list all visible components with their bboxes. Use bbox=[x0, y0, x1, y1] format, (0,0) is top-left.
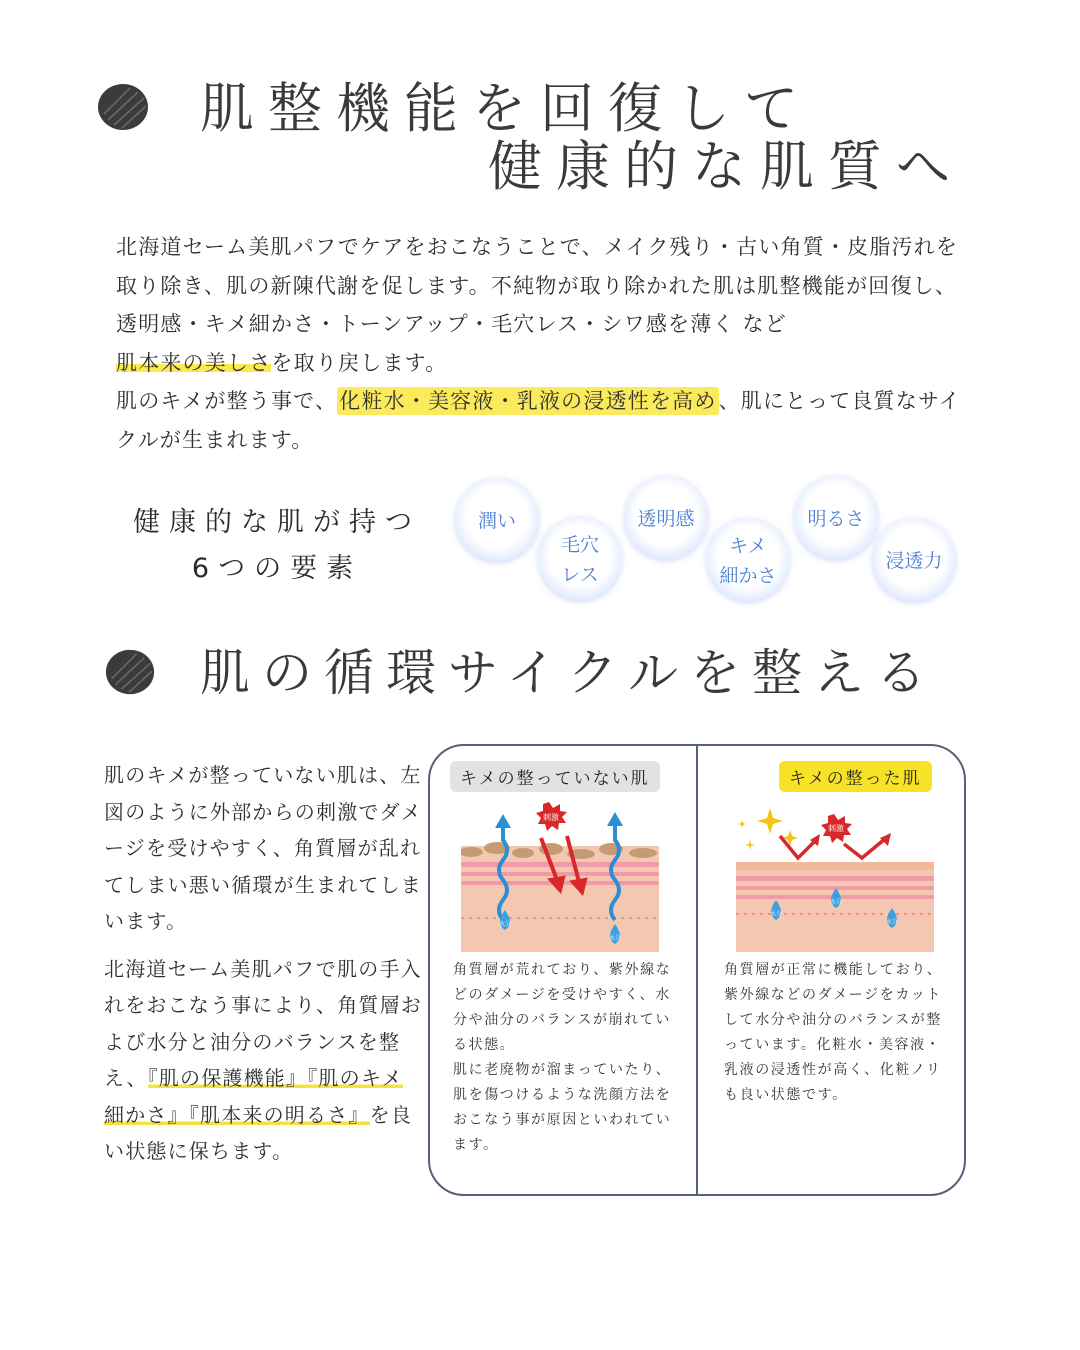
intro-p1-tail: を取り戻します。 bbox=[271, 350, 448, 375]
intro-p1-text: 北海道セーム美肌パフでケアをおこなうことで、メイク残り・古い角質・皮脂汚れを取り除き、肌の新陳代謝を促します。不純物が取り除かれた肌は肌整機能が回復し、透明感・キメ細かさ・トーンアップ・毛穴レス・シワ感を薄く など bbox=[116, 235, 959, 336]
element-bubble-moisture bbox=[455, 479, 539, 563]
stimulus-burst-icon bbox=[536, 802, 567, 831]
bad-skin-tag: キメの整っていない肌 bbox=[450, 761, 660, 792]
element-bubble-label: 浸透力 bbox=[885, 550, 943, 572]
intro-paragraph-1 bbox=[116, 228, 976, 382]
section1-title-line1: 肌整機能を回復して bbox=[200, 77, 812, 140]
water-label: 水分 bbox=[608, 935, 622, 942]
element-bubble-label: 潤い bbox=[477, 510, 516, 532]
cycle-p2-underline-1: 『肌の保護機能』 bbox=[147, 1066, 308, 1090]
element-bubble-penetration bbox=[872, 519, 956, 603]
good-skin-desc: 角質層が正常に機能しており、紫外線などのダメージをカットして水分や油分のバランスが整っています。化粧水・美容液・乳液の浸透性が高く、化粧ノリも良い状態です。 bbox=[724, 962, 943, 1103]
element-bubble-label: 透明感 bbox=[637, 508, 695, 530]
stimulus-label: 刺激 bbox=[543, 813, 559, 822]
intro-p1-highlight: 肌本来の美しさ bbox=[116, 350, 272, 375]
cycle-p2-text: 北海道セーム美肌パフで肌の手入れをおこなう事により、角質層および水分と油分のバランスを整え、 bbox=[104, 956, 422, 1090]
bad-skin-illustration bbox=[461, 800, 659, 952]
stimulus-burst-icon bbox=[821, 814, 852, 843]
bad-skin-desc-1: 角質層が荒れており、紫外線などのダメージを受けやすく、水分や油分のバランスが崩れている状態。 bbox=[453, 962, 672, 1053]
cycle-p2-underline-2: 『肌のキメ細かさ』 bbox=[104, 1066, 403, 1127]
good-skin-illustration bbox=[736, 800, 934, 952]
section1-title-line2: 健康的な肌質へ bbox=[488, 135, 964, 198]
cycle-p2-tail: を良い状態に保ちます。 bbox=[104, 1102, 413, 1163]
element-bubble-texture bbox=[706, 519, 790, 603]
six-elements-label-line1: 健康的な肌が持つ bbox=[133, 507, 421, 538]
element-bubble-pores bbox=[538, 518, 622, 602]
water-label: 水分 bbox=[498, 921, 512, 928]
element-bubble-label: 明るさ bbox=[807, 508, 865, 530]
bad-skin-description bbox=[453, 958, 675, 1158]
section2-title: 肌の循環サイクルを整える bbox=[200, 644, 938, 702]
cycle-description bbox=[104, 757, 424, 1181]
intro-text bbox=[116, 228, 976, 459]
intro-p2-tail: 、肌にとって良質なサイクルが生まれます。 bbox=[116, 389, 961, 452]
element-bubble-brightness bbox=[794, 477, 878, 561]
intro-paragraph-2 bbox=[116, 382, 976, 459]
intro-p2-highlight: 化粧水・美容液・乳液の浸透性を高め bbox=[339, 389, 717, 413]
element-bubble-clarity bbox=[624, 477, 708, 561]
cycle-p2-underline-3: 『肌本来の明るさ』 bbox=[188, 1102, 370, 1127]
cycle-paragraph-2 bbox=[104, 951, 424, 1170]
element-bubble-label: 毛穴 レス bbox=[560, 534, 599, 586]
sparkle-icon bbox=[738, 808, 798, 850]
bad-skin-desc-2: 肌に老廃物が溜まっていたり、肌を傷つけるような洗顔方法をおこなう事が原因といわれています。 bbox=[453, 1062, 672, 1153]
stimulus-label: 刺激 bbox=[828, 824, 844, 833]
good-skin-tag: キメの整った肌 bbox=[779, 761, 932, 792]
cycle-paragraph-1: 肌のキメが整っていない肌は、左図のように外部からの刺激でダメージを受けやすく、角質層が乱れてしまい悪い循環が生まれてしまいます。 bbox=[104, 763, 422, 933]
good-skin-description bbox=[724, 958, 944, 1108]
scribble-bullet-icon bbox=[102, 646, 158, 698]
element-bubble-label: キメ 細かさ bbox=[719, 535, 777, 587]
water-label: 水分 bbox=[829, 899, 843, 906]
scribble-bullet-icon bbox=[94, 80, 152, 134]
panel-divider bbox=[696, 744, 698, 1196]
water-label: 水分 bbox=[885, 919, 899, 926]
six-elements-label-line2: 6つの要素 bbox=[191, 553, 363, 584]
water-label: 水分 bbox=[769, 911, 783, 918]
six-elements-label bbox=[112, 500, 442, 592]
intro-p2-text: 肌のキメが整う事で、 bbox=[116, 389, 338, 413]
